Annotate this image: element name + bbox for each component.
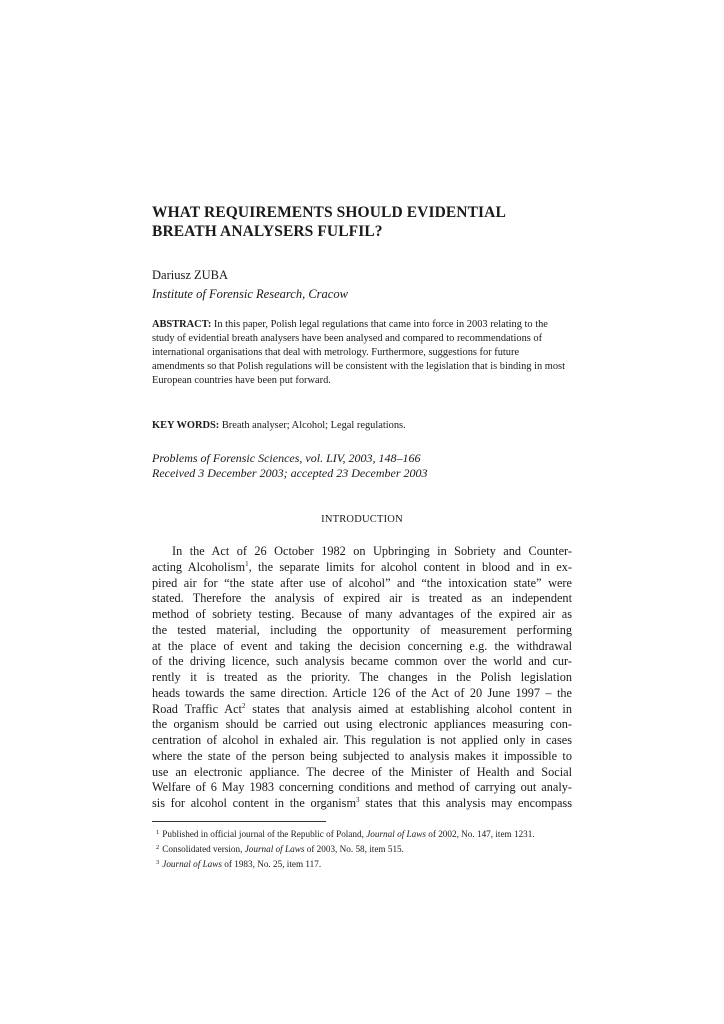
author-affiliation: Institute of Forensic Research, Cracow xyxy=(152,287,348,301)
body-line: Road Traffic Act$^2$ states that analysis aimed at establishing alcohol content in xyxy=(152,701,572,716)
keywords-text: Breath analyser; Alcohol; Legal regulations. xyxy=(219,420,406,431)
footnote-text: Published in official journal of the Republic of Poland, xyxy=(162,829,367,839)
body-line: of the driving licence, such analysis became common over the world and cur- xyxy=(152,654,572,669)
author-name: Dariusz ZUBA xyxy=(152,268,229,282)
abstract-text: In this paper, Polish legal regulations that came into force in 2003 relating to the study of evidential breath analysers have been analysed and compared to recommendations of international organisations that deal with metrology. Furthermore, suggestions for future amendments so that Polish regulations will be consistent with the legislation that is binding in most European countries have been put forward. xyxy=(152,319,565,386)
footnote-number: 3 xyxy=(156,859,160,866)
keywords xyxy=(152,419,572,433)
footnote-journal: Journal of Laws xyxy=(162,859,222,869)
article-title xyxy=(152,203,572,241)
footnote-text: Consolidated version, xyxy=(162,844,245,854)
footnote-3 xyxy=(156,856,572,871)
body-line: the tested material, including the opportunity of measurement performing xyxy=(152,622,572,637)
journal-citation: Problems of Forensic Sciences, vol. LIV, 2003, 148–166 xyxy=(152,451,421,465)
journal-dates: Received 3 December 2003; accepted 23 December 2003 xyxy=(152,466,428,480)
body-line: rently it is treated as the priority. The changes in the Polish legislation xyxy=(152,670,572,684)
body-line: where the state of the person being subjected to analysis makes it impossible to xyxy=(152,748,572,763)
title-line-2: BREATH ANALYSERS FULFIL? xyxy=(152,223,383,240)
footnote-number: 1 xyxy=(156,829,160,836)
body-line: In the Act of 26 October 1982 on Upbringing in Sobriety and Counter- xyxy=(172,544,572,558)
body-line: method of sobriety testing. Because of many advantages of the expired air as xyxy=(152,607,572,621)
section-heading: INTRODUCTION xyxy=(321,514,403,525)
body-line: centration of alcohol in exhaled air. This regulation is not applied only in cases xyxy=(152,733,572,747)
footnote-divider xyxy=(152,821,326,822)
footnotes xyxy=(156,826,572,871)
abstract-label: ABSTRACT: xyxy=(152,319,212,330)
footnote-ref: 3 xyxy=(356,796,360,804)
body-line: Welfare of 6 May 1983 concerning conditions and method of carrying out analy- xyxy=(152,780,572,795)
keywords-label: KEY WORDS: xyxy=(152,420,220,431)
body-line: acting Alcoholism$^1$, the separate limits for alcohol content in blood and in ex- xyxy=(152,559,573,574)
journal-info xyxy=(152,451,428,481)
body-line: use an electronic appliance. The decree of the Minister of Health and Social xyxy=(152,764,572,779)
footnote-number: 2 xyxy=(156,844,160,851)
footnote-journal: Journal of Laws xyxy=(244,844,305,854)
body-line: sis for alcohol content in the organism$^3$ states that this analysis may encompass xyxy=(152,796,573,810)
footnote-1 xyxy=(156,826,572,841)
body-line: at the place of event and taking the decision concerning e.g. the withdrawal xyxy=(152,638,572,653)
title-line-1: WHAT REQUIREMENTS SHOULD EVIDENTIAL xyxy=(152,204,506,221)
body-line: stated. Therefore the analysis of expired air is treated as an independent xyxy=(152,591,572,606)
abstract xyxy=(152,318,572,388)
footnote-text: of 2002, No. 147, item 1231. xyxy=(425,829,535,839)
body-line: heads towards the same direction. Article 126 of the Act of 20 June 1997 – the xyxy=(152,685,572,700)
footnote-text: of 2003, No. 58, item 515. xyxy=(304,844,404,854)
footnote-2 xyxy=(156,841,572,856)
footnote-journal: Journal of Laws xyxy=(366,829,426,839)
body-line: pired air for “the state after use of alcohol” and “the intoxication state” were xyxy=(152,575,572,590)
footnote-text: of 1983, No. 25, item 117. xyxy=(221,859,322,869)
footnote-ref: 2 xyxy=(241,701,246,710)
footnote-ref: 1 xyxy=(245,559,249,568)
body-line: the organism should be carried out using electronic appliances measuring con- xyxy=(152,717,572,732)
body-text xyxy=(152,544,572,812)
